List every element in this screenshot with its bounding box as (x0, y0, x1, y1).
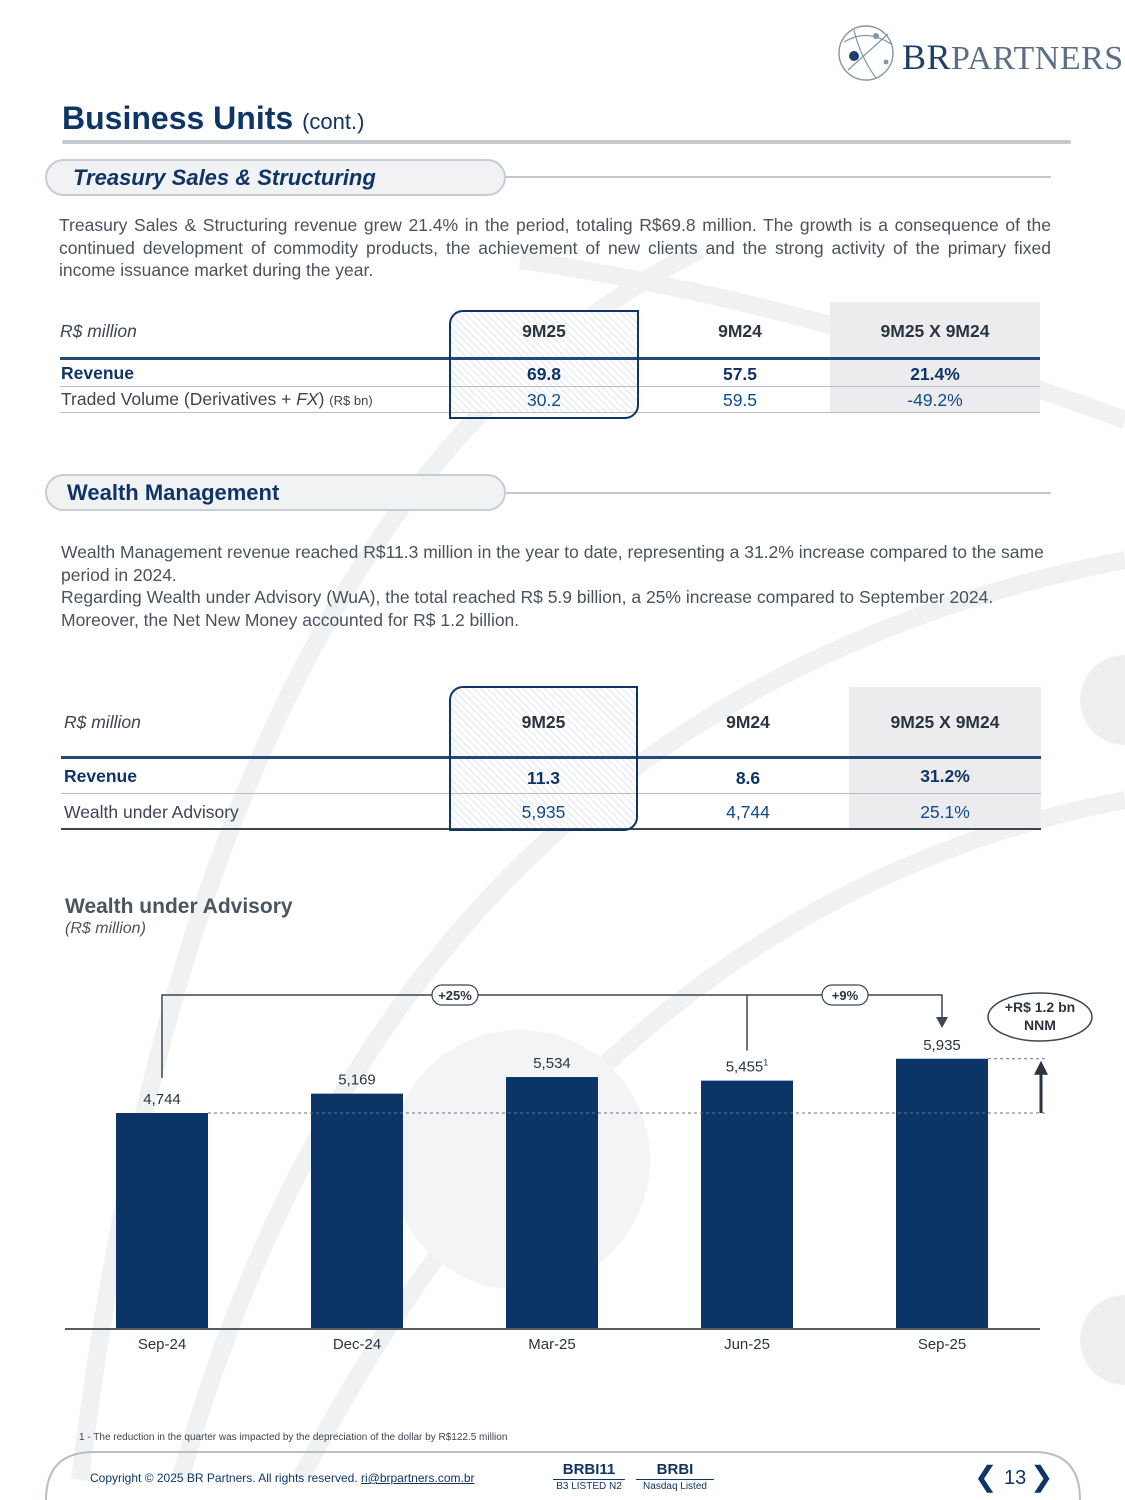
x-axis-tick-label: Sep-25 (917, 1336, 967, 1353)
chart-title: Wealth under Advisory (65, 895, 293, 918)
table-cell: 11.3 (526, 768, 561, 788)
bar-value-label: 4,744 (143, 1091, 181, 1108)
table-cell: 25.1% (920, 802, 970, 822)
prev-page-icon[interactable]: ❮ (974, 1461, 998, 1492)
logo-wordmark: BRPARTNERS (902, 37, 1124, 77)
table-cell: 57.5 (722, 364, 758, 384)
table-cell: -49.2% (907, 390, 963, 410)
table-cell: 31.2% (920, 766, 970, 786)
x-axis-tick-label: Mar-25 (528, 1336, 576, 1353)
table-unit-label: R$ million (64, 712, 141, 732)
table-cell: 59.5 (722, 390, 758, 410)
section-header-treasury: Treasury Sales & Structuring (45, 159, 506, 196)
wealth-table (61, 686, 1041, 832)
table-cell: 21.4% (910, 364, 960, 384)
table-row-label-wua: Wealth under Advisory (64, 802, 239, 822)
ticker-divider (636, 1479, 714, 1480)
wealth-paragraph-2: Regarding Wealth under Advisory (WuA), the total reached R$ 5.9 billion, a 25% increase compared to September 2024. Moreover, the Net New Money accounted for R$ 1.2 billion. (61, 587, 994, 630)
x-axis-tick-label: Jun-25 (724, 1336, 770, 1353)
table-cell: 4,744 (726, 802, 770, 822)
nasdaq-ticker (636, 1461, 714, 1492)
next-page-icon[interactable]: ❯ (1030, 1461, 1054, 1492)
br-partners-logo (836, 22, 1124, 84)
ticker-nasdaq-sub: Nasdaq Listed (643, 1481, 707, 1492)
chart-bar (311, 1094, 403, 1329)
bar-value-label: 5,169 (338, 1071, 376, 1089)
ticker-divider (553, 1479, 625, 1480)
chart-bar (896, 1059, 988, 1329)
section-divider-treasury (506, 176, 1051, 178)
table-header-change: 9M25 X 9M24 (880, 321, 990, 341)
table-cell: 8.6 (735, 768, 761, 788)
wealth-paragraph-1: Wealth Management revenue reached R$11.3 million in the year to date, representing a 31.2% increase compared to the same period in 2024. (61, 542, 1044, 585)
growth-recent-label: +9% (831, 988, 859, 1003)
logo-globe-icon (836, 22, 898, 84)
wua-bar-chart (0, 960, 1125, 1380)
bar-value-label: 5,455$^1$ (725, 1057, 769, 1076)
copyright-text: Copyright © 2025 BR Partners. All rights reserved. ri@brpartners.com.br (90, 1471, 475, 1485)
ticker-b3-sub: B3 LISTED N2 (556, 1481, 622, 1492)
section-header-wealth: Wealth Management (45, 474, 506, 511)
chart-subtitle: (R$ million) (65, 920, 146, 937)
wealth-description (61, 541, 1055, 631)
b3-ticker (553, 1461, 625, 1492)
section-divider-wealth (506, 492, 1051, 494)
table-header-9m24: 9M24 (726, 712, 770, 732)
footnote: 1 - The reduction in the quarter was impacted by the depreciation of the dollar by R$122.5 million (79, 1432, 508, 1443)
nnm-arrowhead-icon (1034, 1061, 1048, 1075)
table-header-change: 9M25 X 9M24 (890, 712, 1000, 732)
table-cell: 5,935 (521, 802, 566, 822)
table-row-label-revenue: Revenue (64, 766, 137, 786)
table-header-9m25: 9M25 (521, 712, 566, 732)
table-row-label-traded-volume: Traded Volume (Derivatives + FX) (R$ bn) (61, 389, 373, 409)
x-axis-tick-label: Dec-24 (332, 1336, 382, 1353)
table-header-9m25: 9M25 (522, 321, 566, 341)
page-number: 13 (1004, 1467, 1027, 1489)
title-divider (62, 140, 1071, 144)
page-title: Business Units (cont.) (62, 100, 365, 136)
chart-bar (701, 1081, 793, 1329)
growth-total-label: +25% (438, 988, 472, 1003)
chart-bar (116, 1113, 208, 1329)
nnm-label-line2: NNM (1024, 1017, 1056, 1033)
email-link[interactable]: ri@brpartners.com.br (360, 1471, 475, 1485)
growth-arrowhead-icon (936, 1017, 948, 1028)
bar-value-label: 5,534 (533, 1055, 571, 1073)
table-header-9m24: 9M24 (718, 321, 762, 341)
nnm-label-line1: +R$ 1.2 bn (1004, 999, 1076, 1015)
table-unit-label: R$ million (60, 321, 137, 341)
ticker-nasdaq: BRBI (656, 1461, 694, 1478)
table-cell: 69.8 (526, 364, 562, 384)
x-axis-tick-label: Sep-24 (137, 1336, 187, 1353)
table-highlight-frame (449, 686, 638, 831)
bar-value-label: 5,935 (923, 1036, 961, 1054)
ticker-b3: BRBI11 (562, 1461, 616, 1478)
page-title-suffix: (cont.) (302, 109, 365, 134)
chart-bar (506, 1077, 598, 1329)
treasury-description: Treasury Sales & Structuring revenue grew 21.4% in the period, totaling R$69.8 million. The growth is a consequence of the continued development of commodity products, the achievement of new clients and the strong activity of the primary fixed income issuance market during the year. (59, 215, 1051, 280)
table-cell: 30.2 (526, 390, 562, 410)
treasury-table (60, 302, 1040, 420)
table-row-label-revenue: Revenue (61, 363, 134, 383)
table-highlight-frame (449, 310, 639, 419)
